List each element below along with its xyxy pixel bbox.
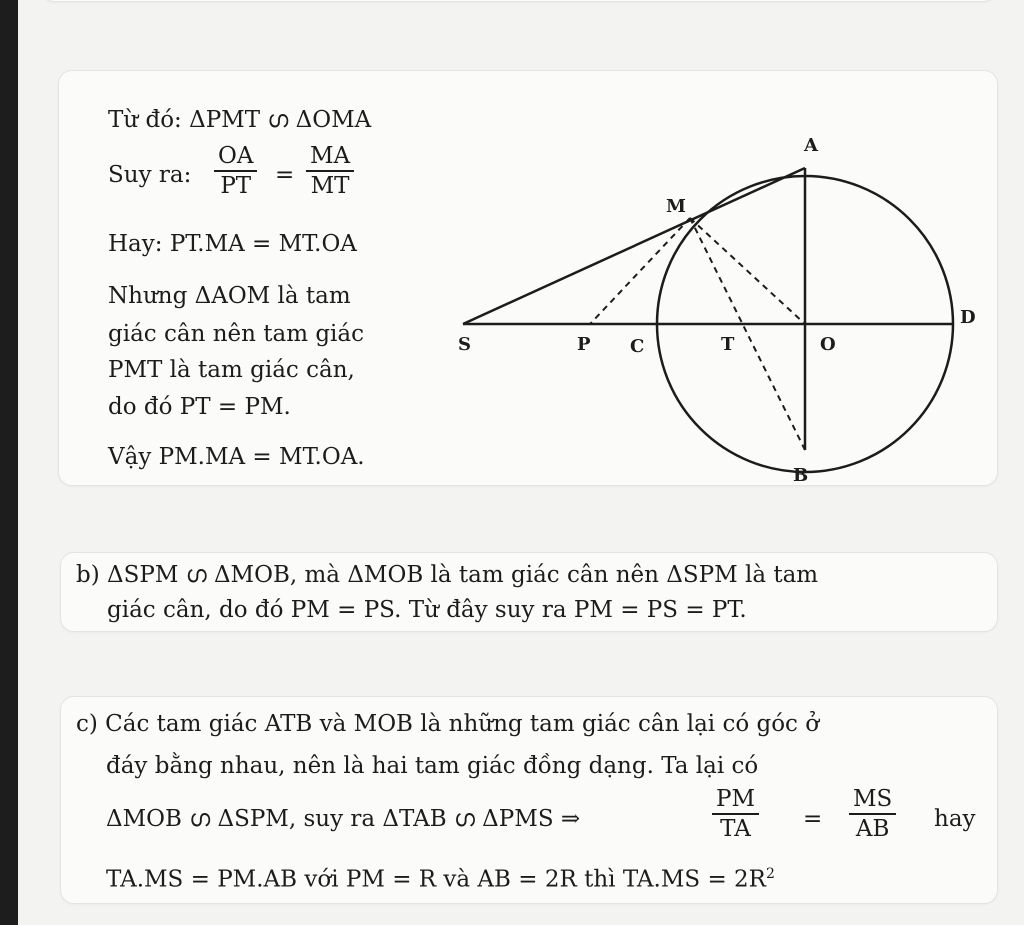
fraction-bar <box>214 170 257 172</box>
part-c-line-2: đáy bằng nhau, nên là hai tam giác đồng dạng. Ta lại có <box>106 753 759 779</box>
fraction-ms-ab <box>849 786 896 842</box>
line-sa <box>463 168 805 324</box>
part-a-line-8: Vậy PM.MA = MT.OA. <box>108 444 365 470</box>
fraction-denominator: AB <box>855 816 890 842</box>
label-p: P <box>577 334 591 355</box>
label-b: B <box>793 465 809 486</box>
geometry-figure <box>440 120 990 490</box>
fraction-numerator: PM <box>716 786 756 812</box>
dashed-mb <box>690 218 805 450</box>
fraction-denominator: MT <box>310 173 350 199</box>
fraction-bar <box>849 813 896 815</box>
fraction-bar <box>712 813 759 815</box>
equals-sign: = <box>275 162 295 188</box>
superscript-2: 2 <box>765 866 775 882</box>
fraction-bar <box>306 170 354 172</box>
fraction-pm-ta <box>712 786 759 842</box>
part-b-line-1: b) ΔSPM ഗ ΔMOB, mà ΔMOB là tam giác cân nên ΔSPM là tam <box>76 562 819 588</box>
fraction-denominator: PT <box>220 173 252 199</box>
part-a-line-4: Nhưng ΔAOM là tam <box>108 283 351 309</box>
part-c-line-4-text: TA.MS = PM.AB với PM = R và AB = 2R thì TA.MS = 2R <box>106 866 766 893</box>
fraction-oa-pt <box>214 143 257 199</box>
label-m: M <box>666 196 686 217</box>
part-a-line-3: Hay: PT.MA = MT.OA <box>108 231 357 257</box>
part-a-line-2-prefix: Suy ra: <box>108 162 192 188</box>
previous-card <box>40 0 997 2</box>
part-c-line-4 <box>106 860 775 894</box>
fraction-numerator: OA <box>218 143 254 169</box>
part-c-line-1: c) Các tam giác ATB và MOB là những tam giác cân lại có góc ở <box>76 711 820 737</box>
label-a: A <box>804 135 818 156</box>
part-c-line-3-suffix: hay <box>934 806 976 832</box>
fraction-denominator: TA <box>720 816 751 842</box>
left-edge-bar <box>0 0 18 925</box>
part-a-line-5: giác cân nên tam giác <box>108 321 364 347</box>
dashed-mo <box>690 218 805 324</box>
fraction-numerator: MA <box>310 143 351 169</box>
label-t: T <box>721 334 735 355</box>
part-a-line-6: PMT là tam giác cân, <box>108 357 355 383</box>
fraction-ma-mt <box>306 143 354 199</box>
label-c: C <box>630 336 645 357</box>
label-o: O <box>820 334 836 355</box>
equals-sign-c: = <box>803 806 823 832</box>
fraction-numerator: MS <box>853 786 893 812</box>
dashed-mp <box>590 218 690 324</box>
part-a-line-7: do đó PT = PM. <box>108 394 291 420</box>
part-a-line-1: Từ đó: ΔPMT ഗ ΔOMA <box>108 107 372 133</box>
part-b-line-2: giác cân, do đó PM = PS. Từ đây suy ra PM = PS = PT. <box>107 597 747 623</box>
label-s: S <box>458 334 471 355</box>
part-c-line-3-prefix: ΔMOB ഗ ΔSPM, suy ra ΔTAB ഗ ΔPMS ⇒ <box>106 806 581 832</box>
label-d: D <box>960 307 976 328</box>
